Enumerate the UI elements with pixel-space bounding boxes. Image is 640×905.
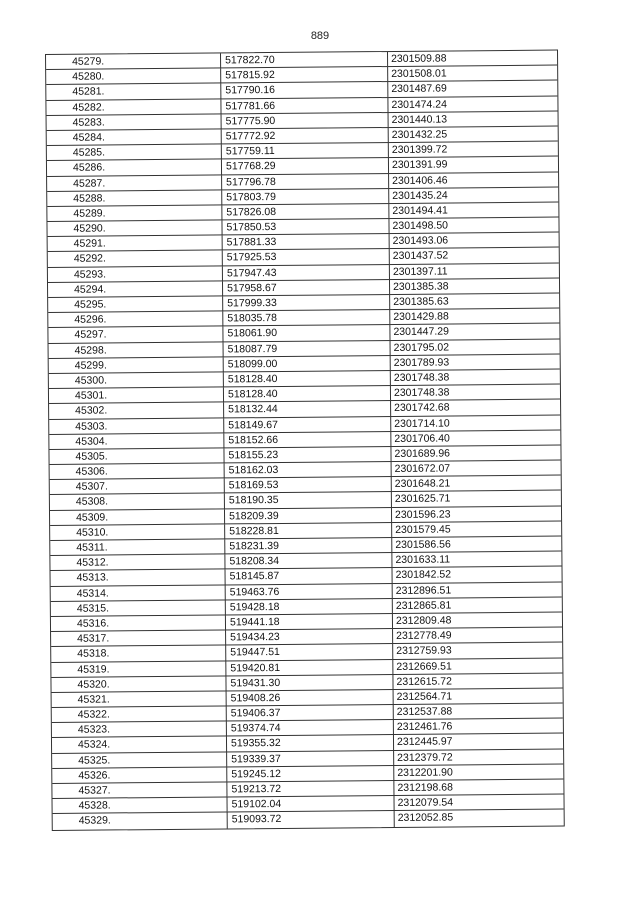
y-coordinate-cell: 2301440.13 bbox=[391, 113, 448, 126]
x-coordinate-cell: 517947.43 bbox=[223, 265, 390, 281]
y-coordinate-cell: 2301429.88 bbox=[393, 310, 449, 324]
point-id-cell: 45322. bbox=[52, 707, 227, 723]
y-coordinate-cell: 2312445.97 bbox=[396, 735, 453, 749]
x-coordinate-cell: 518128.40 bbox=[224, 386, 391, 402]
x-coordinate-cell: 517815.92 bbox=[221, 67, 388, 83]
x-coordinate-cell: 519093.72 bbox=[228, 811, 395, 828]
x-coordinate-cell: 519434.23 bbox=[226, 629, 393, 645]
x-coordinate-cell: 517850.53 bbox=[222, 219, 389, 235]
point-id-cell: 45289. bbox=[47, 205, 222, 221]
page-number: 889 bbox=[310, 30, 330, 42]
y-coordinate-cell: 2312669.51 bbox=[396, 659, 452, 673]
point-id-cell: 45320. bbox=[51, 676, 226, 692]
x-coordinate-cell: 518190.35 bbox=[225, 492, 392, 508]
x-coordinate-cell: 517803.79 bbox=[222, 189, 389, 205]
y-coordinate-cell: 2301633.11 bbox=[395, 553, 451, 567]
y-coordinate-cell: 2312896.51 bbox=[395, 584, 452, 597]
x-coordinate-cell: 518208.34 bbox=[225, 553, 392, 569]
y-coordinate-cell: 2301399.72 bbox=[391, 143, 448, 157]
x-coordinate-cell: 519463.76 bbox=[226, 584, 393, 600]
x-coordinate-cell: 517781.66 bbox=[221, 98, 388, 114]
y-coordinate-cell: 2312079.54 bbox=[397, 796, 454, 810]
point-id-cell: 45316. bbox=[51, 615, 226, 631]
y-coordinate-cell: 2301406.46 bbox=[392, 173, 448, 187]
point-id-cell: 45326. bbox=[52, 767, 227, 783]
coordinate-table bbox=[45, 50, 565, 831]
point-id-cell: 45291. bbox=[48, 236, 223, 252]
y-coordinate-cell: 2301748.38 bbox=[393, 386, 450, 400]
point-id-cell: 45298. bbox=[49, 342, 224, 358]
x-coordinate-cell: 518099.00 bbox=[224, 356, 391, 372]
point-id-cell: 45308. bbox=[50, 494, 225, 510]
y-coordinate-cell: 2312615.72 bbox=[396, 675, 453, 688]
point-id-cell: 45306. bbox=[50, 464, 225, 480]
point-id-cell: 45295. bbox=[48, 296, 223, 312]
point-id-cell: 45286. bbox=[47, 160, 222, 176]
y-coordinate-cell: 2312865.81 bbox=[395, 599, 452, 612]
point-id-cell: 45318. bbox=[51, 646, 226, 662]
x-coordinate-cell: 517775.90 bbox=[222, 113, 389, 129]
point-id-cell: 45293. bbox=[48, 266, 223, 282]
point-id-cell: 45328. bbox=[53, 798, 228, 814]
y-coordinate-cell: 2301508.01 bbox=[391, 67, 447, 81]
point-id-cell: 45311. bbox=[50, 539, 225, 555]
y-coordinate-cell: 2301586.56 bbox=[395, 538, 451, 551]
y-coordinate-cell: 2301714.10 bbox=[394, 416, 450, 430]
point-id-cell: 45327. bbox=[52, 782, 227, 798]
point-id-cell: 45309. bbox=[50, 509, 225, 525]
x-coordinate-cell: 518209.39 bbox=[225, 508, 392, 524]
point-id-cell: 45321. bbox=[52, 691, 227, 707]
x-coordinate-cell: 519420.81 bbox=[226, 659, 393, 675]
y-coordinate-cell: 2301385.38 bbox=[392, 280, 449, 293]
y-coordinate-cell: 2312052.85 bbox=[397, 811, 454, 825]
point-id-cell: 45294. bbox=[48, 281, 223, 297]
x-coordinate-cell: 517958.67 bbox=[223, 280, 390, 296]
point-id-cell: 45312. bbox=[50, 555, 225, 571]
point-id-cell: 45299. bbox=[49, 357, 224, 373]
y-coordinate-cell: 2301391.99 bbox=[391, 158, 448, 172]
point-id-cell: 45296. bbox=[48, 312, 223, 328]
point-id-cell: 45292. bbox=[48, 251, 223, 267]
y-coordinate-cell: 2301706.40 bbox=[394, 432, 450, 445]
x-coordinate-cell: 518128.40 bbox=[224, 371, 391, 387]
x-coordinate-cell: 518061.90 bbox=[223, 325, 390, 341]
point-id-cell: 45304. bbox=[49, 433, 224, 449]
y-coordinate-cell: 2301493.06 bbox=[392, 234, 449, 248]
x-coordinate-cell: 519339.37 bbox=[227, 751, 394, 767]
x-coordinate-cell: 519447.51 bbox=[226, 644, 393, 660]
point-id-cell: 45290. bbox=[47, 221, 222, 237]
point-id-cell: 45303. bbox=[49, 418, 224, 434]
x-coordinate-cell: 517796.78 bbox=[222, 174, 389, 190]
y-coordinate-cell: 2301487.69 bbox=[391, 82, 447, 96]
y-coordinate-cell: 2301447.29 bbox=[393, 325, 449, 339]
point-id-cell: 45313. bbox=[51, 570, 226, 586]
y-coordinate-cell: 2301498.50 bbox=[392, 219, 449, 233]
x-coordinate-cell: 519102.04 bbox=[227, 796, 394, 812]
y-coordinate-cell: 2312759.93 bbox=[396, 644, 452, 658]
x-coordinate-cell: 517822.70 bbox=[221, 52, 388, 68]
point-id-cell: 45315. bbox=[51, 600, 226, 616]
x-coordinate-cell: 517768.29 bbox=[222, 158, 389, 174]
point-id-cell: 45302. bbox=[49, 403, 224, 419]
y-coordinate-cell: 2301435.24 bbox=[392, 189, 448, 202]
x-coordinate-cell: 519428.18 bbox=[226, 599, 393, 615]
x-coordinate-cell: 519408.26 bbox=[227, 690, 394, 706]
x-coordinate-cell: 518145.87 bbox=[226, 568, 393, 584]
point-id-cell: 45285. bbox=[47, 145, 222, 161]
y-coordinate-cell: 2312809.48 bbox=[395, 614, 452, 627]
x-coordinate-cell: 519406.37 bbox=[227, 705, 394, 721]
y-coordinate-cell: 2301625.71 bbox=[394, 492, 451, 506]
y-coordinate-cell: 2301842.52 bbox=[395, 568, 452, 582]
y-coordinate-cell: 2301432.25 bbox=[391, 128, 448, 141]
point-id-cell: 45279. bbox=[46, 53, 221, 69]
point-id-cell: 45324. bbox=[52, 737, 227, 753]
table-row bbox=[53, 810, 564, 830]
y-coordinate-cell: 2312201.90 bbox=[397, 766, 453, 779]
y-coordinate-cell: 2301579.45 bbox=[395, 523, 451, 536]
y-coordinate-cell: 2312198.68 bbox=[397, 781, 453, 794]
x-coordinate-cell: 517759.11 bbox=[222, 143, 389, 159]
point-id-cell: 45305. bbox=[49, 448, 224, 464]
x-coordinate-cell: 517790.16 bbox=[221, 82, 388, 98]
x-coordinate-cell: 518152.66 bbox=[224, 432, 391, 448]
y-coordinate-cell: 2301789.93 bbox=[393, 356, 450, 369]
x-coordinate-cell: 518169.53 bbox=[225, 477, 392, 493]
x-coordinate-cell: 518087.79 bbox=[224, 341, 391, 357]
x-coordinate-cell: 518149.67 bbox=[224, 416, 391, 432]
y-coordinate-cell: 2312564.71 bbox=[396, 690, 453, 703]
x-coordinate-cell: 519441.18 bbox=[226, 614, 393, 630]
point-id-cell: 45287. bbox=[47, 175, 222, 191]
y-coordinate-cell: 2301672.07 bbox=[394, 462, 451, 476]
point-id-cell: 45301. bbox=[49, 388, 224, 404]
y-coordinate-cell: 2301385.63 bbox=[393, 295, 449, 308]
x-coordinate-cell: 519213.72 bbox=[227, 781, 394, 797]
x-coordinate-cell: 518162.03 bbox=[225, 462, 392, 478]
y-coordinate-cell: 2301437.52 bbox=[392, 249, 449, 263]
x-coordinate-cell: 517925.53 bbox=[223, 249, 390, 265]
x-coordinate-cell: 518155.23 bbox=[224, 447, 391, 463]
x-coordinate-cell: 517826.08 bbox=[222, 204, 389, 220]
y-coordinate-cell: 2301596.23 bbox=[394, 508, 451, 521]
x-coordinate-cell: 519355.32 bbox=[227, 735, 394, 751]
point-id-cell: 45300. bbox=[49, 372, 224, 388]
point-id-cell: 45283. bbox=[47, 114, 222, 130]
x-coordinate-cell: 517772.92 bbox=[222, 128, 389, 144]
y-coordinate-cell: 2301748.38 bbox=[393, 371, 450, 384]
point-id-cell: 45329. bbox=[53, 813, 228, 830]
point-id-cell: 45297. bbox=[48, 327, 223, 343]
point-id-cell: 45317. bbox=[51, 631, 226, 647]
y-coordinate-cell: 2301795.02 bbox=[393, 341, 450, 354]
y-coordinate-cell: 2312379.72 bbox=[397, 751, 453, 764]
x-coordinate-cell: 519374.74 bbox=[227, 720, 394, 736]
point-id-cell: 45307. bbox=[50, 479, 225, 495]
y-coordinate-cell: 2301648.21 bbox=[394, 477, 451, 491]
x-coordinate-cell: 517999.33 bbox=[223, 295, 390, 311]
y-coordinate-cell: 2301494.41 bbox=[392, 204, 448, 217]
y-coordinate-cell: 2301474.24 bbox=[391, 98, 447, 111]
point-id-cell: 45325. bbox=[52, 752, 227, 768]
point-id-cell: 45288. bbox=[47, 190, 222, 206]
y-coordinate-cell: 2301397.11 bbox=[392, 265, 448, 278]
point-id-cell: 45281. bbox=[46, 84, 221, 100]
x-coordinate-cell: 518231.39 bbox=[225, 538, 392, 554]
x-coordinate-cell: 518132.44 bbox=[224, 401, 391, 417]
point-id-cell: 45319. bbox=[51, 661, 226, 677]
y-coordinate-cell: 2312537.88 bbox=[396, 705, 453, 719]
point-id-cell: 45323. bbox=[52, 722, 227, 738]
x-coordinate-cell: 517881.33 bbox=[223, 234, 390, 250]
x-coordinate-cell: 518228.81 bbox=[225, 523, 392, 539]
y-coordinate-cell: 2312461.76 bbox=[396, 720, 453, 734]
x-coordinate-cell: 518035.78 bbox=[223, 310, 390, 326]
point-id-cell: 45282. bbox=[46, 99, 221, 115]
y-coordinate-cell: 2301689.96 bbox=[394, 447, 451, 460]
point-id-cell: 45280. bbox=[46, 69, 221, 85]
x-coordinate-cell: 519431.30 bbox=[226, 675, 393, 691]
point-id-cell: 45284. bbox=[47, 129, 222, 145]
x-coordinate-cell: 519245.12 bbox=[227, 766, 394, 782]
y-coordinate-cell: 2301509.88 bbox=[391, 52, 447, 65]
y-coordinate-cell: 2301742.68 bbox=[394, 401, 450, 415]
point-id-cell: 45314. bbox=[51, 585, 226, 601]
y-coordinate-cell: 2312778.49 bbox=[396, 629, 452, 643]
point-id-cell: 45310. bbox=[50, 524, 225, 540]
